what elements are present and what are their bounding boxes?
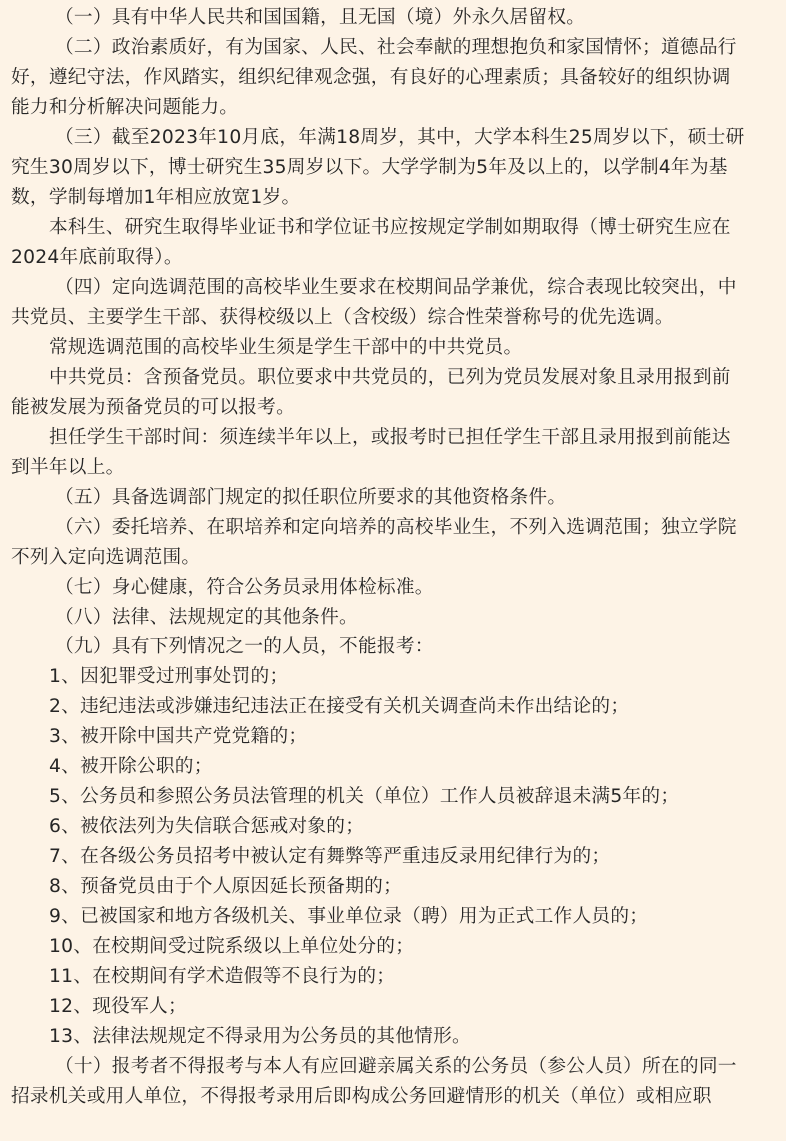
list-item: 4、被开除公职的；	[49, 756, 213, 778]
text-line: 数，学制每增加1年相应放宽1岁。	[11, 186, 301, 208]
text-line: 中共党员：含预备党员。职位要求中共党员的，已列为党员发展对象且录用报到前	[49, 366, 731, 388]
text-line: （六）委托培养、在职培养和定向培养的高校毕业生，不列入选调范围；独立学院	[55, 516, 737, 538]
text-line: 招录机关或用人单位，不得报考录用后即构成公务回避情形的机关（单位）或相应职	[11, 1086, 712, 1107]
text-line: （十）报考者不得报考与本人有应回避亲属关系的公务员（参公人员）所在的同一	[55, 1056, 737, 1078]
text-line: （三）截至2023年10月底，年满18周岁，其中，大学本科生25周岁以下，硕士研	[55, 126, 745, 148]
text-line: 不列入定向选调范围。	[11, 546, 201, 568]
list-item: 13、法律法规规定不得录用为公务员的其他情形。	[49, 1026, 471, 1048]
text-line: （八）法律、法规规定的其他条件。	[55, 606, 358, 628]
list-item: 8、预备党员由于个人原因延长预备期的；	[49, 876, 403, 898]
text-line: （一）具有中华人民共和国国籍，且无国（境）外永久居留权。	[55, 7, 586, 28]
text-line: （二）政治素质好，有为国家、人民、社会奉献的理想抱负和家国情怀；道德品行	[55, 37, 737, 58]
list-item: 12、现役军人；	[49, 996, 187, 1018]
text-line: 共党员、主要学生干部、获得校级以上（含校级）综合性荣誉称号的优先选调。	[11, 306, 674, 328]
text-line: （九）具有下列情况之一的人员，不能报考：	[55, 636, 434, 658]
text-line: 常规选调范围的高校毕业生须是学生干部中的中共党员。	[49, 336, 523, 358]
list-item: 10、在校期间受过院系级以上单位处分的；	[49, 936, 415, 958]
text-line: （七）身心健康，符合公务员录用体检标准。	[55, 576, 434, 598]
list-item: 9、已被国家和地方各级机关、事业单位录（聘）用为正式工作人员的；	[49, 906, 649, 928]
list-item: 11、在校期间有学术造假等不良行为的；	[49, 966, 396, 988]
list-item: 2、违纪违法或涉嫌违纪违法正在接受有关机关调查尚未作出结论的；	[49, 696, 630, 718]
text-line: 到半年以上。	[11, 456, 125, 478]
list-item: 6、被依法列为失信联合惩戒对象的；	[49, 816, 365, 838]
text-line: 2024年底前取得）。	[11, 246, 183, 268]
list-item: 7、在各级公务员招考中被认定有舞弊等严重违反录用纪律行为的；	[49, 846, 611, 868]
list-item: 1、因犯罪受过刑事处罚的；	[49, 666, 289, 688]
text-line: （四）定向选调范围的高校毕业生要求在校期间品学兼优，综合表现比较突出，中	[55, 276, 737, 298]
text-line: 本科生、研究生取得毕业证书和学位证书应按规定学制如期取得（博士研究生应在	[49, 216, 731, 238]
text-line: 担任学生干部时间：须连续半年以上，或报考时已担任学生干部且录用报到前能达	[49, 426, 731, 448]
text-line: （五）具备选调部门规定的拟任职位所要求的其他资格条件。	[55, 486, 567, 508]
text-line: 能力和分析解决问题能力。	[11, 96, 239, 118]
text-line: 能被发展为预备党员的可以报考。	[11, 396, 296, 418]
list-item: 3、被开除中国共产党党籍的；	[49, 726, 308, 748]
text-line: 究生30周岁以下，博士研究生35周岁以下。大学学制为5年及以上的，以学制4年为基	[11, 156, 728, 178]
list-item: 5、公务员和参照公务员法管理的机关（单位）工作人员被辞退未满5年的；	[49, 786, 680, 808]
text-line: 好，遵纪守法，作风踏实，组织纪律观念强，有良好的心理素质；具备较好的组织协调	[11, 66, 731, 88]
